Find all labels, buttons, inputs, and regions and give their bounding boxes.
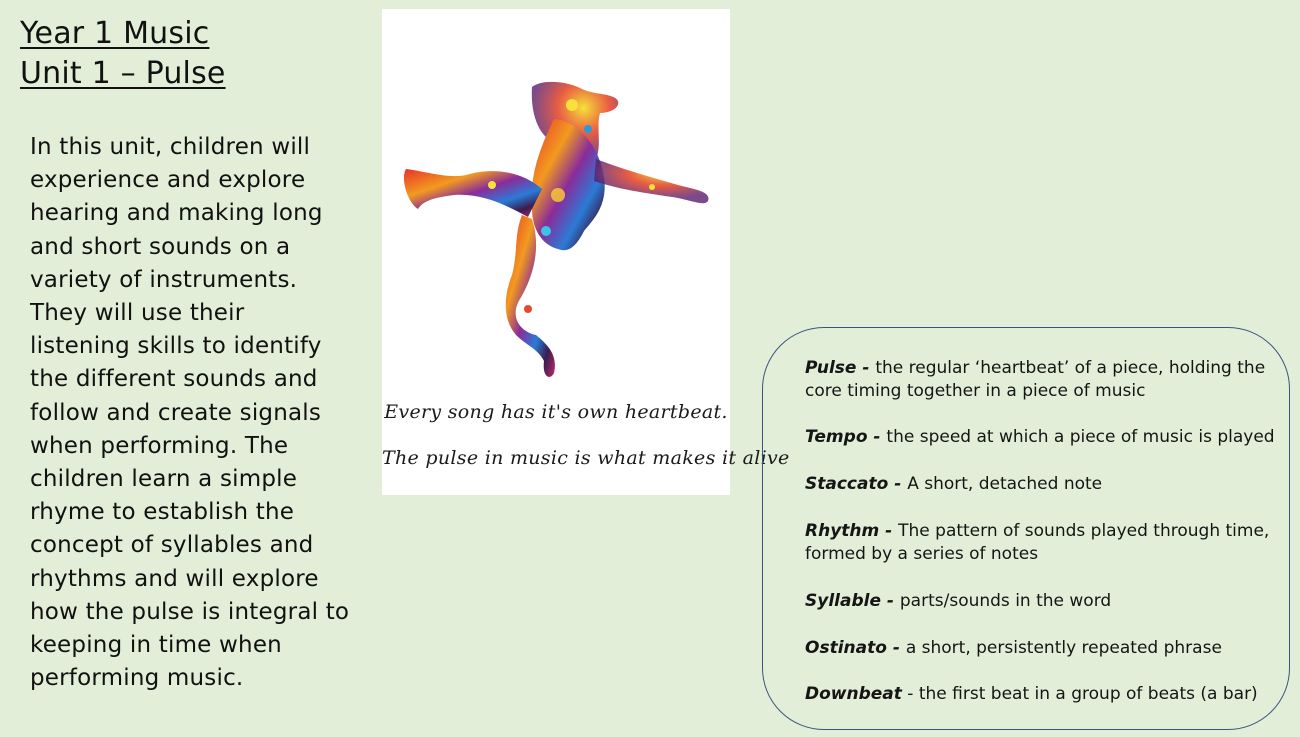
slide-title [20,14,226,94]
glossary-definition: parts/sounds in the word [899,591,1112,611]
glossary-term: Ostinato [805,638,887,658]
glossary-term: Syllable [805,591,881,611]
title-year: Year 1 Music [20,16,210,51]
glossary-definition: A short, detached note [907,474,1103,494]
glossary-separator: - [901,684,919,704]
glossary-item [805,426,1275,449]
glossary-item [805,637,1275,660]
pulse-poster-image [382,9,790,495]
title-unit: Unit 1 – Pulse [20,56,226,91]
glossary-item [805,683,1275,706]
glossary-term: Downbeat [805,684,902,704]
glossary-separator: - [888,474,908,494]
glossary-term: Rhythm [805,521,880,541]
glossary-definition: the speed at which a piece of music is played [886,427,1275,447]
dancer-silhouette [382,9,730,389]
glossary-separator: - [879,521,899,541]
glossary-item [805,473,1275,496]
glossary-term: Pulse [805,358,857,378]
glossary-term: Tempo [805,427,868,447]
glossary-separator: - [867,427,887,447]
intro-paragraph: In this unit, children will experience and explore hearing and making long and short sounds on a variety of instruments. They will use their listening skills to identify the different sounds and follow and create signals when performing. The children learn a simple rhyme to establish the concept of syllables and rhythms and will explore how the pulse is integral to keeping in time when performing music. [30,134,350,692]
glossary-separator: - [856,358,876,378]
glossary-item [805,357,1275,403]
glossary-item [805,590,1275,613]
glossary-definition: the regular ‘heartbeat’ of a piece, holding the core timing together in a piece of music [805,358,1266,401]
vocabulary-glossary-box [762,327,1290,730]
glossary-definition: a short, persistently repeated phrase [905,638,1222,658]
glossary-term: Staccato [805,474,889,494]
glossary-separator: - [880,591,900,611]
glossary-separator: - [886,638,906,658]
glossary-definition: The pattern of sounds played through time, formed by a series of notes [805,521,1270,564]
glossary-item [805,520,1275,566]
poster-quote-line1: Every song has it's own heartbeat. [384,401,728,423]
glossary-definition: the first beat in a group of beats (a bar) [918,684,1258,704]
poster-quote-line2: The pulse in music is what makes it alive [382,447,790,469]
